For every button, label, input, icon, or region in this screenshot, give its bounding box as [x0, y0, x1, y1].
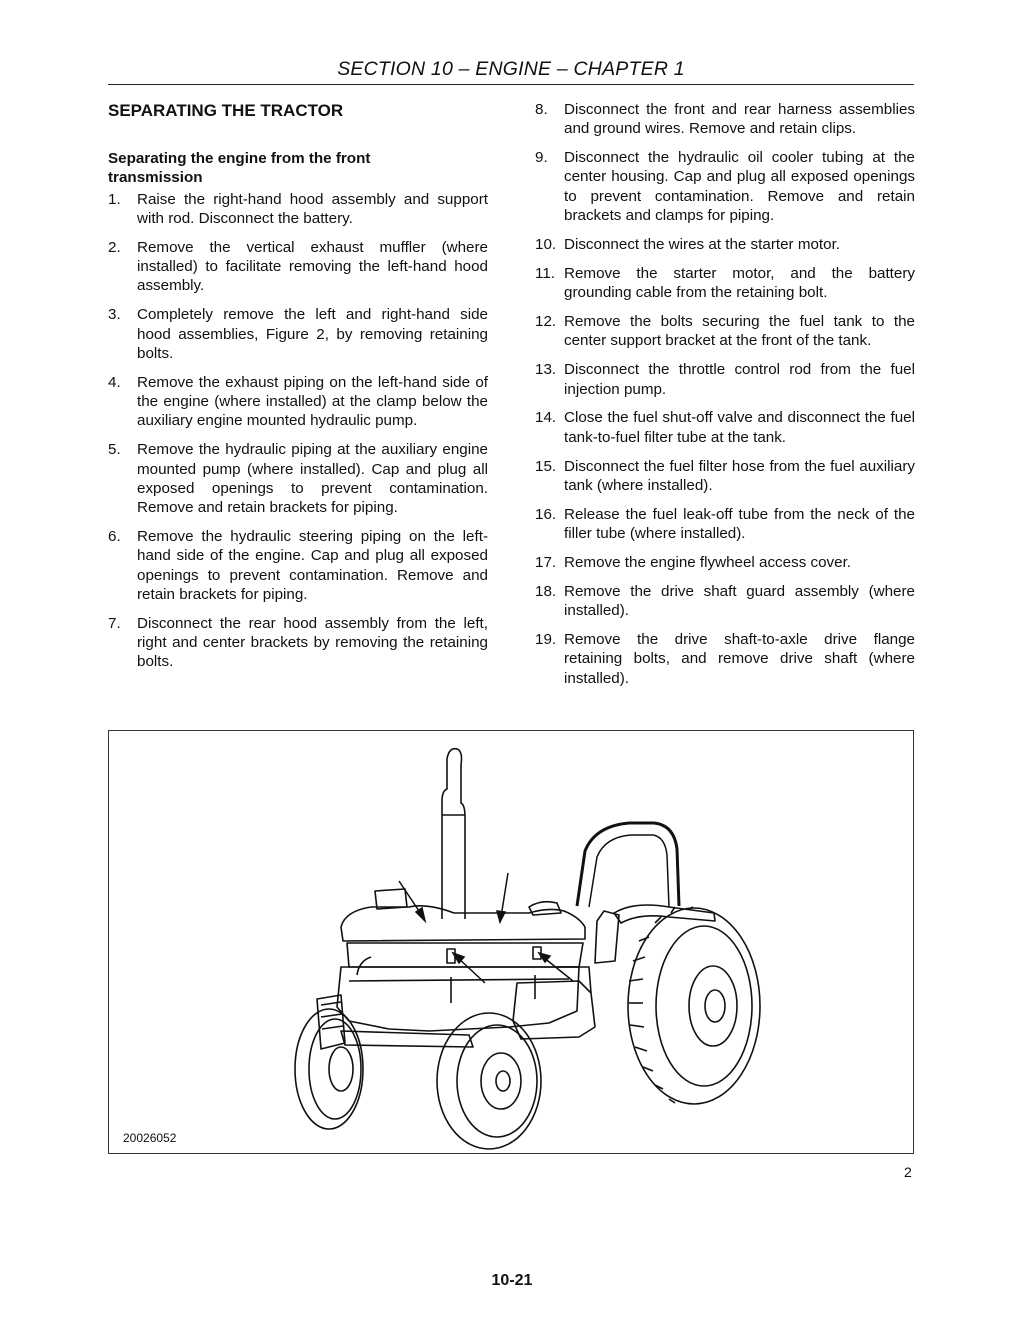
page-header	[108, 58, 914, 85]
list-item: 9. Disconnect the hydraulic oil cooler tubing at the center housing. Cap and plug all exposed openings to prevent contamination. Remove and retain brackets and clamps for piping.	[535, 149, 915, 225]
tractor-illustration	[109, 731, 913, 1153]
figure-tractor	[108, 730, 914, 1154]
page-number: 10-21	[491, 1272, 533, 1289]
steps-list-right	[535, 100, 915, 688]
subsection-title: Separating the engine from the front transmission	[108, 150, 371, 187]
list-item: 14. Close the fuel shut-off valve and disconnect the fuel tank-to-fuel filter tube at the tank.	[535, 409, 915, 446]
list-item: 15. Disconnect the fuel filter hose from the fuel auxiliary tank (where installed).	[535, 457, 915, 494]
list-item: 16. Release the fuel leak-off tube from the neck of the filler tube (where installed).	[535, 505, 915, 543]
list-item: 8. Disconnect the front and rear harness assemblies and ground wires. Remove and retain clips.	[535, 101, 915, 138]
section-title: SEPARATING THE TRACTOR	[108, 101, 344, 120]
list-item: 12. Remove the bolts securing the fuel tank to the center support bracket at the front of the tank.	[535, 313, 915, 350]
figure-number: 2	[904, 1164, 912, 1180]
list-item: 7. Disconnect the rear hood assembly from the left, right and center brackets by removing the retaining bolts.	[108, 614, 488, 671]
list-item: 1. Raise the right-hand hood assembly and support with rod. Disconnect the battery.	[108, 190, 488, 227]
right-column	[535, 100, 915, 698]
list-item: 11. Remove the starter motor, and the battery grounding cable from the retaining bolt.	[535, 264, 915, 302]
left-column	[108, 100, 488, 681]
steps-list-left	[108, 190, 488, 672]
list-item: 3. Completely remove the left and right-hand side hood assemblies, Figure 2, by removing retaining bolts.	[108, 306, 488, 362]
list-item: 18. Remove the drive shaft guard assembly (where installed).	[535, 582, 915, 620]
list-item: 4. Remove the exhaust piping on the left-hand side of the engine (where installed) at the clamp below the auxiliary engine mounted hydraulic pump.	[108, 373, 488, 430]
list-item: 13. Disconnect the throttle control rod from the fuel injection pump.	[535, 361, 915, 398]
list-item: 10. Disconnect the wires at the starter motor.	[535, 235, 841, 253]
header-title: SECTION 10 – ENGINE – CHAPTER 1	[337, 58, 685, 80]
figure-code: 20026052	[123, 1131, 177, 1145]
list-item: 5. Remove the hydraulic piping at the auxiliary engine mounted pump (where installed). Cap and plug all exposed openings to prevent contamination. Remove and retain brackets for piping.	[108, 441, 488, 517]
list-item: 19. Remove the drive shaft-to-axle drive flange retaining bolts, and remove drive shaft (where installed).	[535, 631, 915, 687]
list-item: 6. Remove the hydraulic steering piping on the left-hand side of the engine. Cap and plug all exposed openings to prevent contamination. Remove and retain brackets for piping.	[108, 528, 488, 603]
list-item: 17. Remove the engine flywheel access cover.	[535, 553, 852, 571]
list-item: 2. Remove the vertical exhaust muffler (where installed) to facilitate removing the left-hand hood assembly.	[108, 238, 488, 295]
